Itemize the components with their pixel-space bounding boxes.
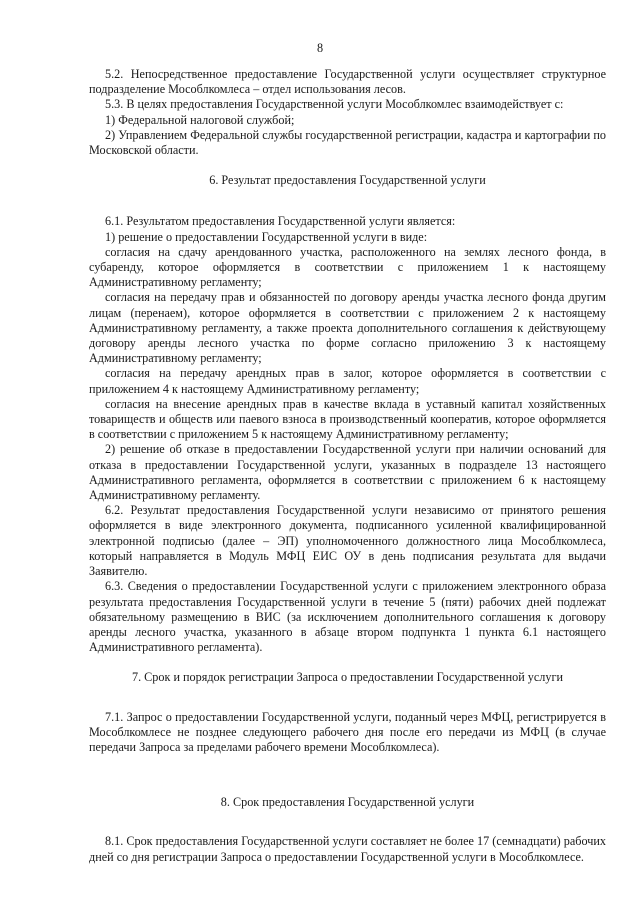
paragraph-6-2: 6.2. Результат предоставления Государственной услуги независимо от принятого решения оформляется в виде электронного документа, подписанного усиленной квалифицированной электронной подписью (далее – ЭП) уполномоченного должностного лица Мособлкомлеса, который направляется в Модуль МФЦ ЕИС ОУ в день подписания результата для выдачи Заявителю.	[89, 503, 606, 579]
paragraph-6-3: 6.3. Сведения о предоставлении Государственной услуги с приложением электронного образа результата предоставления Государственной услуги в течение 5 (пяти) рабочих дней подлежат обязательному размещению в ВИС (за исключением дополнительного соглашения к договору аренды лесного участка, указанного в абзаце втором подпункта 1 пункта 6.1 настоящего Административного регламента).	[89, 579, 606, 655]
paragraph-5-3: 5.3. В целях предоставления Государственной услуги Мособлкомлес взаимодействует с:	[105, 97, 564, 112]
paragraph-5-2: 5.2. Непосредственное предоставление Государственной услуги осуществляет структурное подразделение Мособлкомлеса – отдел использования лесов.	[89, 67, 606, 97]
paragraph-7-1: 7.1. Запрос о предоставлении Государственной услуги, поданный через МФЦ, регистрируется в Мособлкомлесе не позднее следующего рабочего дня после его передачи из МФЦ (в случае передачи Запроса за пределами рабочего времени Мособлкомлеса).	[89, 709, 606, 754]
paragraph-6-1-item-2: 2) решение об отказе в предоставлении Государственной услуги при наличии оснований для отказа в предоставлении Государственной услуги, указанных в подразделе 13 настоящего Административного регламента, оформляется в соответствии с приложением 6 к настоящему Административному регламенту.	[89, 442, 606, 503]
paragraph-8-1: 8.1. Срок предоставления Государственной услуги составляет не более 17 (семнадцати) рабочих дней со дня регистрации Запроса о предоставлении Государственной услуги в Мособлкомлесе.	[89, 834, 606, 864]
section-heading-8: 8. Срок предоставления Государственной услуги	[220, 795, 475, 810]
paragraph-6-1: 6.1. Результатом предоставления Государственной услуги является:	[105, 214, 456, 229]
section-heading-7: 7. Срок и порядок регистрации Запроса о предоставлении Государственной услуги	[131, 670, 563, 685]
paragraph-6-1-item-1-d: согласия на внесение арендных прав в качестве вклада в уставный капитал хозяйственных товариществ и обществ или паевого взноса в производственный кооператив, которое оформляется в соответствии с приложением 5 к настоящему Административному регламенту;	[89, 396, 606, 442]
document-body	[89, 67, 606, 865]
paragraph-5-3-item-1: 1) Федеральной налоговой службой;	[105, 112, 295, 127]
paragraph-6-1-item-1-b: согласия на передачу прав и обязанностей по договору аренды участка лесного фонда другим лицам (перенаем), которое оформляется в соответствии с приложением 2 к настоящему Административному регламенту, а также проекта дополнительного соглашения к действующему договору аренды лесного участка по форме согласно приложению 3 к настоящему Административному регламенту;	[89, 290, 606, 366]
paragraph-6-1-item-1: 1) решение о предоставлении Государственной услуги в виде:	[105, 229, 428, 244]
section-heading-6: 6. Результат предоставления Государственной услуги	[209, 173, 486, 188]
paragraph-5-3-item-2: 2) Управлением Федеральной службы государственной регистрации, кадастра и картографии по Московской области.	[89, 127, 606, 158]
paragraph-6-1-item-1-a: согласия на сдачу арендованного участка, расположенного на землях лесного фонда, в субаренду, которое оформляется в соответствии с приложением 1 к настоящему Административному регламенту;	[89, 244, 606, 290]
page-number: 8	[316, 41, 324, 55]
paragraph-6-1-item-1-c: согласия на передачу арендных прав в залог, которое оформляется в соответствии с приложением 4 к настоящему Административному регламенту;	[89, 366, 606, 396]
